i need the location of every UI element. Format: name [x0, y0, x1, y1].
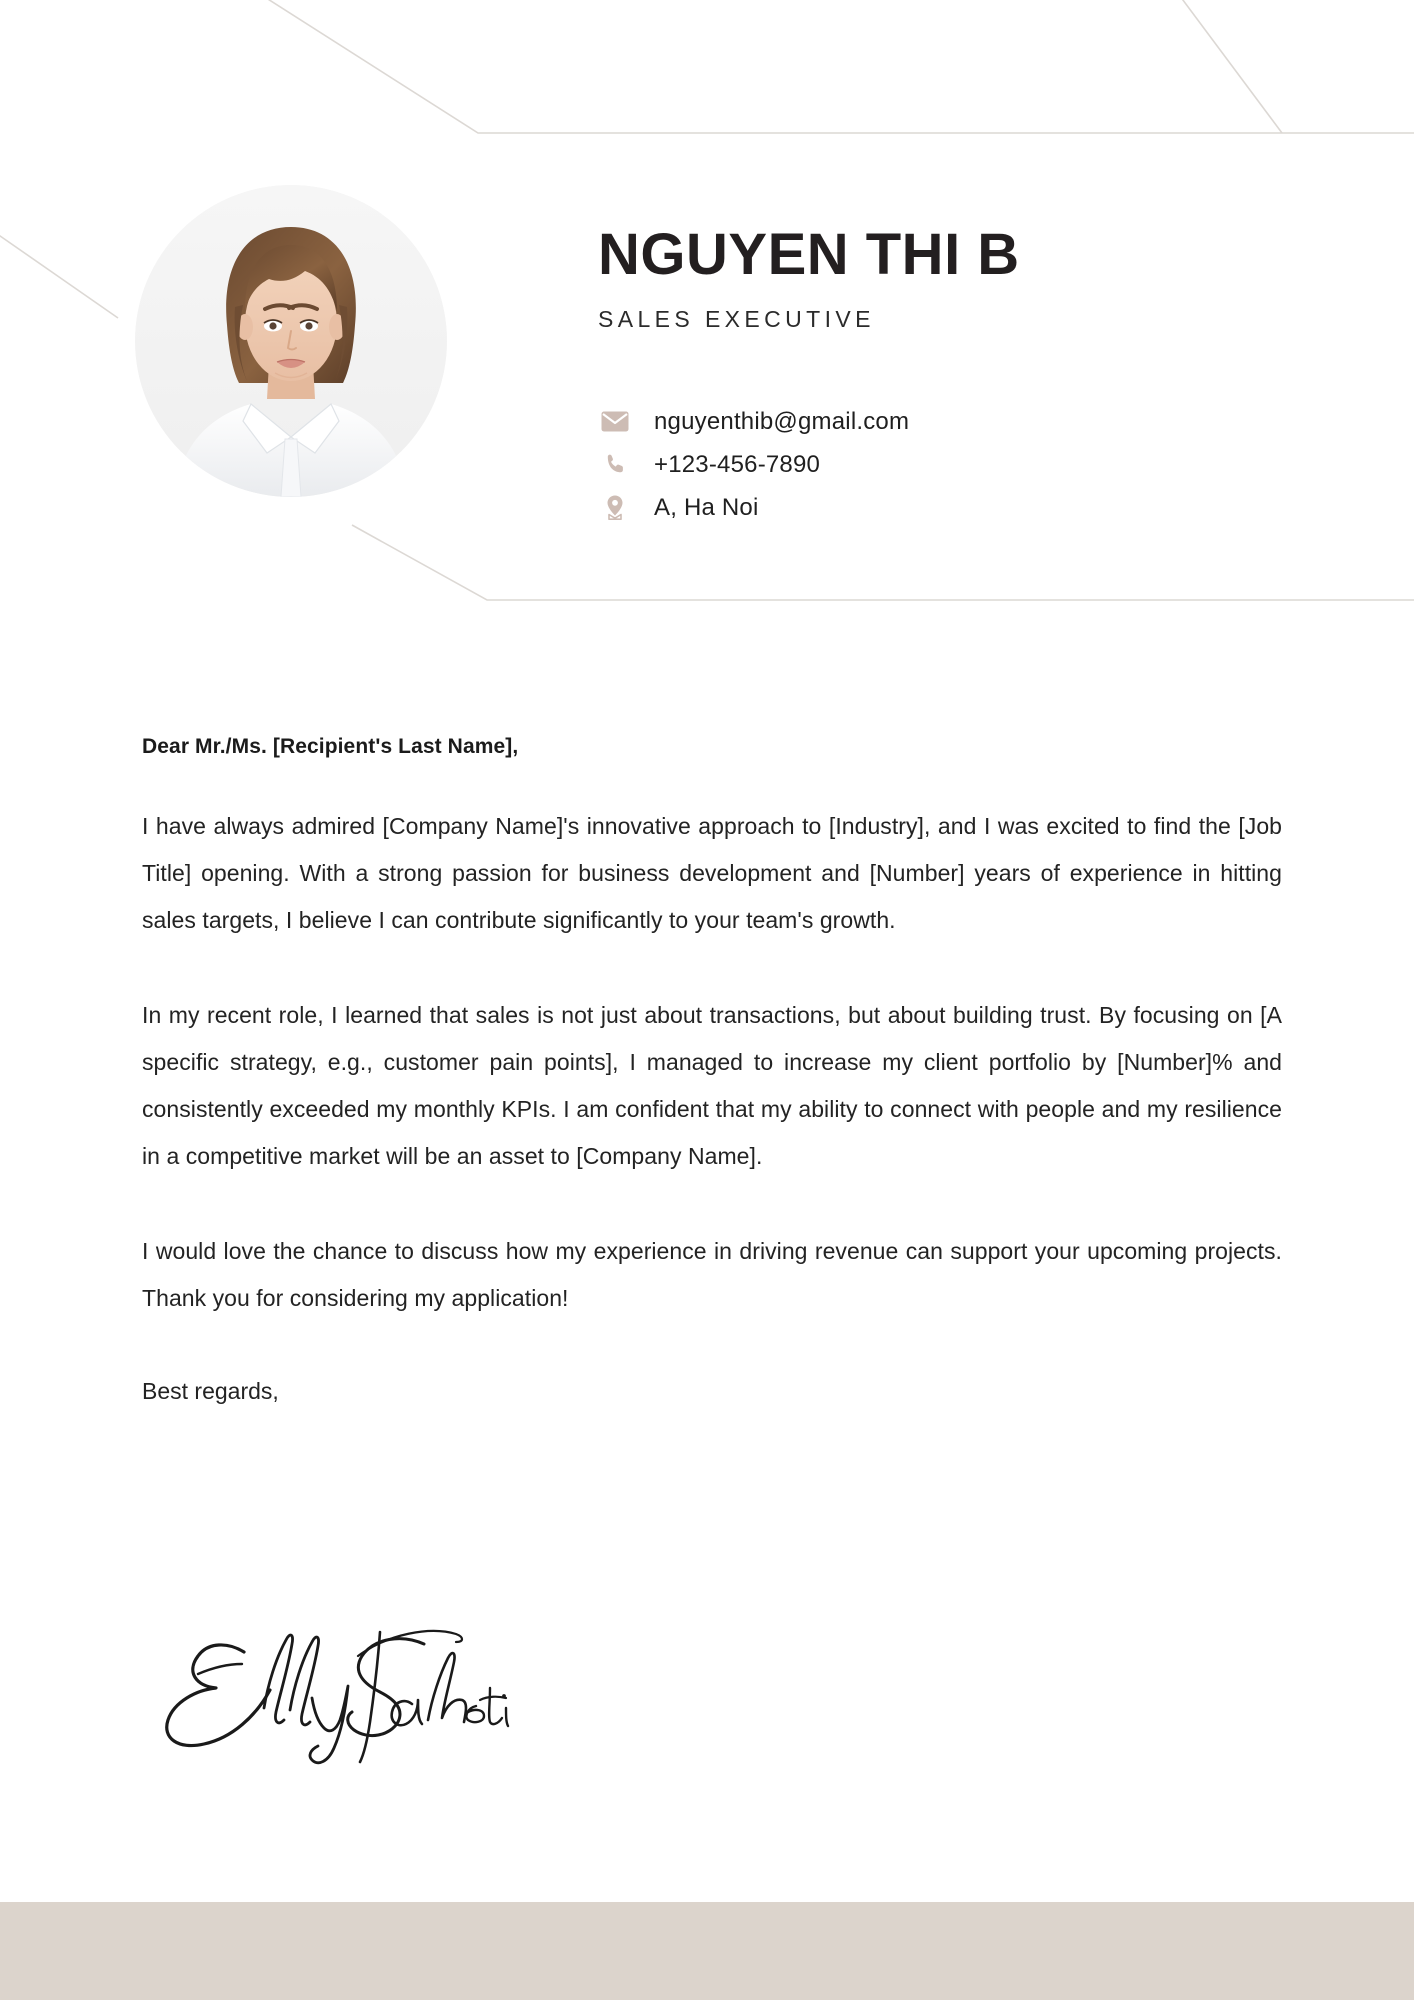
location-pin-icon [598, 495, 632, 521]
salutation: Dear Mr./Ms. [Recipient's Last Name], [142, 735, 519, 758]
phone-icon [598, 452, 632, 478]
contact-row-address [598, 486, 1298, 529]
contact-phone[interactable]: +123-456-7890 [654, 450, 821, 478]
envelope-icon [598, 409, 632, 435]
identity-block [598, 222, 1358, 333]
letter-header [0, 0, 1414, 600]
avatar [135, 185, 447, 497]
letter-body [142, 735, 1282, 1415]
contact-email[interactable]: nguyenthib@gmail.com [654, 407, 910, 435]
footer-bar [0, 1902, 1414, 2000]
body-paragraph-1: I have always admired [Company Name]'s innovative approach to [Industry], and I was excited to find the [Job Title] opening. With a strong passion for business development and [Number] years of experience in hitting sales targets, I believe I can contribute significantly to your team's growth. [142, 813, 1282, 933]
contact-row-phone [598, 443, 1298, 486]
portrait-photo [135, 185, 447, 497]
closing-line: Best regards, [142, 1378, 279, 1404]
page-title: NGUYEN THI B [598, 222, 1020, 287]
contact-row-email [598, 400, 1298, 443]
body-paragraph-2: In my recent role, I learned that sales is not just about transactions, but about building trust. By focusing on [A specific strategy, e.g., customer pain points], I managed to increase my client portfolio by [Number]% and consistently exceeded my monthly KPIs. I am confident that my ability to connect with people and my resilience in a competitive market will be an asset to [Company Name]. [142, 1002, 1282, 1169]
contact-address: A, Ha Noi [654, 493, 759, 521]
job-title: SALES EXECUTIVE [598, 306, 875, 333]
contact-list [598, 400, 1298, 529]
body-paragraph-3: I would love the chance to discuss how my experience in driving revenue can support your upcoming projects. Thank you for considering my application! [142, 1238, 1282, 1311]
signature [112, 1612, 532, 1782]
signature-mark [112, 1612, 512, 1772]
